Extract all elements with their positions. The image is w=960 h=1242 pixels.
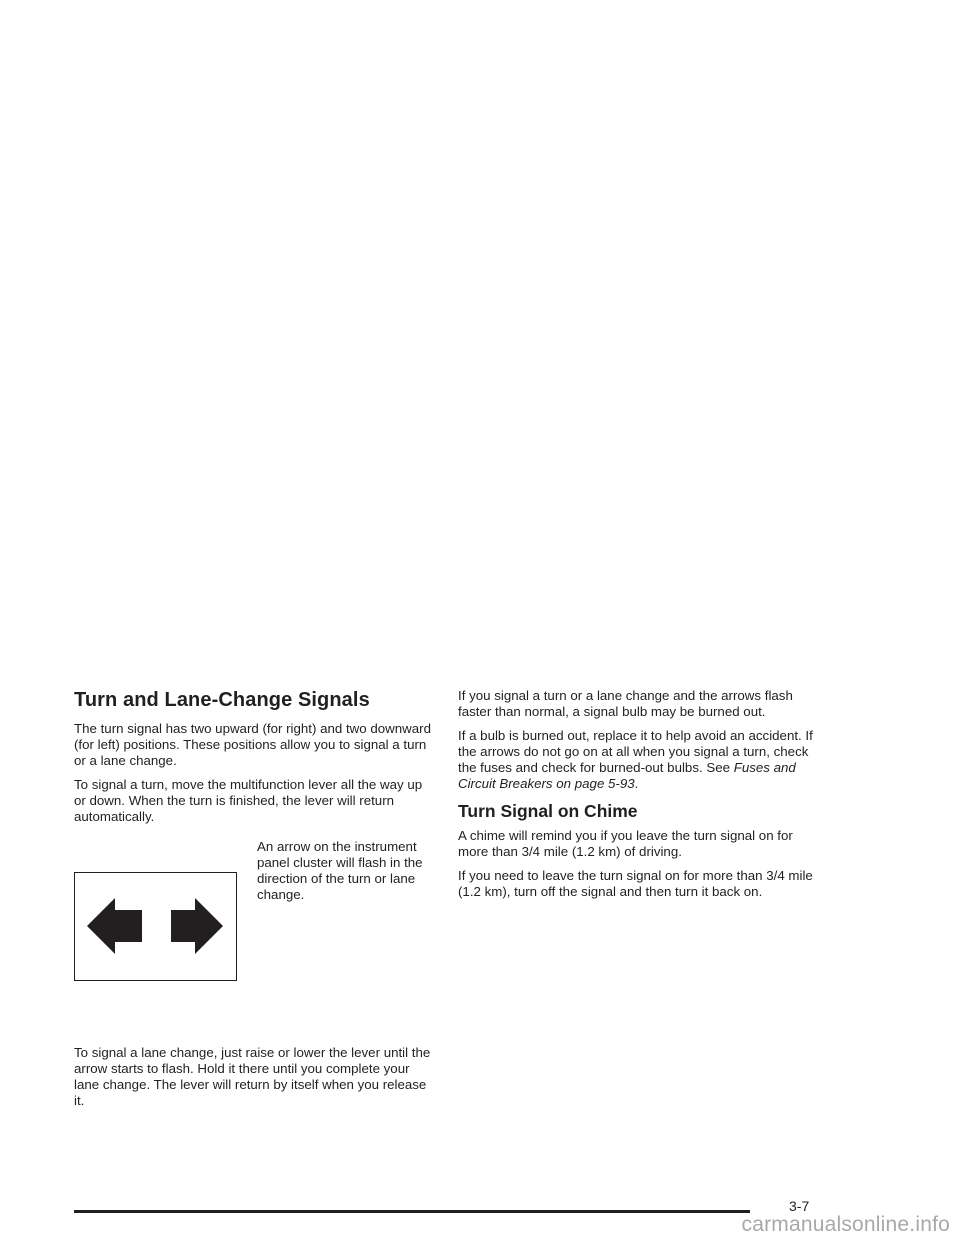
burned-out-paragraph [458,728,818,792]
section-heading: Turn and Lane-Change Signals [74,689,370,711]
footer-rule [74,1210,750,1213]
chime-paragraph: A chime will remind you if you leave the turn signal on for more than 3/4 mile (1.2 km) of driving. [458,828,793,859]
watermark: carmanualsonline.info [741,1213,950,1236]
page-number: 3-7 [789,1198,810,1214]
fuses-reference-link[interactable]: Fuses and Circuit Breakers on page 5-93 [458,760,796,791]
turn-signal-figure [74,872,237,981]
fast-flash-paragraph: If you signal a turn or a lane change and the arrows flash faster than normal, a signal bulb may be burned out. [458,688,793,719]
turn-signal-arrows-icon [75,873,235,979]
right-column [458,688,818,908]
chime-reset-paragraph: If you need to leave the turn signal on for more than 3/4 mile (1.2 km), turn off the signal and then turn it back on. [458,868,813,899]
intro-paragraph: The turn signal has two upward (for right) and two downward (for left) positions. These positions allow you to signal a turn or a lane change. [74,721,431,768]
figure-row [74,839,434,1033]
burned-out-text: If a bulb is burned out, replace it to help avoid an accident. If the arrows do not go on at all when you signal a turn, check the fuses and check for burned-out bulbs. See [458,728,813,775]
right-arrow-icon [171,898,223,954]
burned-out-suffix: . [634,776,639,791]
figure-caption: An arrow on the instrument panel cluster will flash in the direction of the turn or lane change. [257,839,423,902]
chime-heading: Turn Signal on Chime [458,801,638,821]
left-column [74,688,434,1117]
left-arrow-icon [87,898,142,954]
turn-paragraph: To signal a turn, move the multifunction lever all the way up or down. When the turn is finished, the lever will return automatically. [74,777,423,824]
lane-change-paragraph: To signal a lane change, just raise or lower the lever until the arrow starts to flash. Hold it there until you complete your lane change. The lever will return by itself when you release it. [74,1045,431,1108]
